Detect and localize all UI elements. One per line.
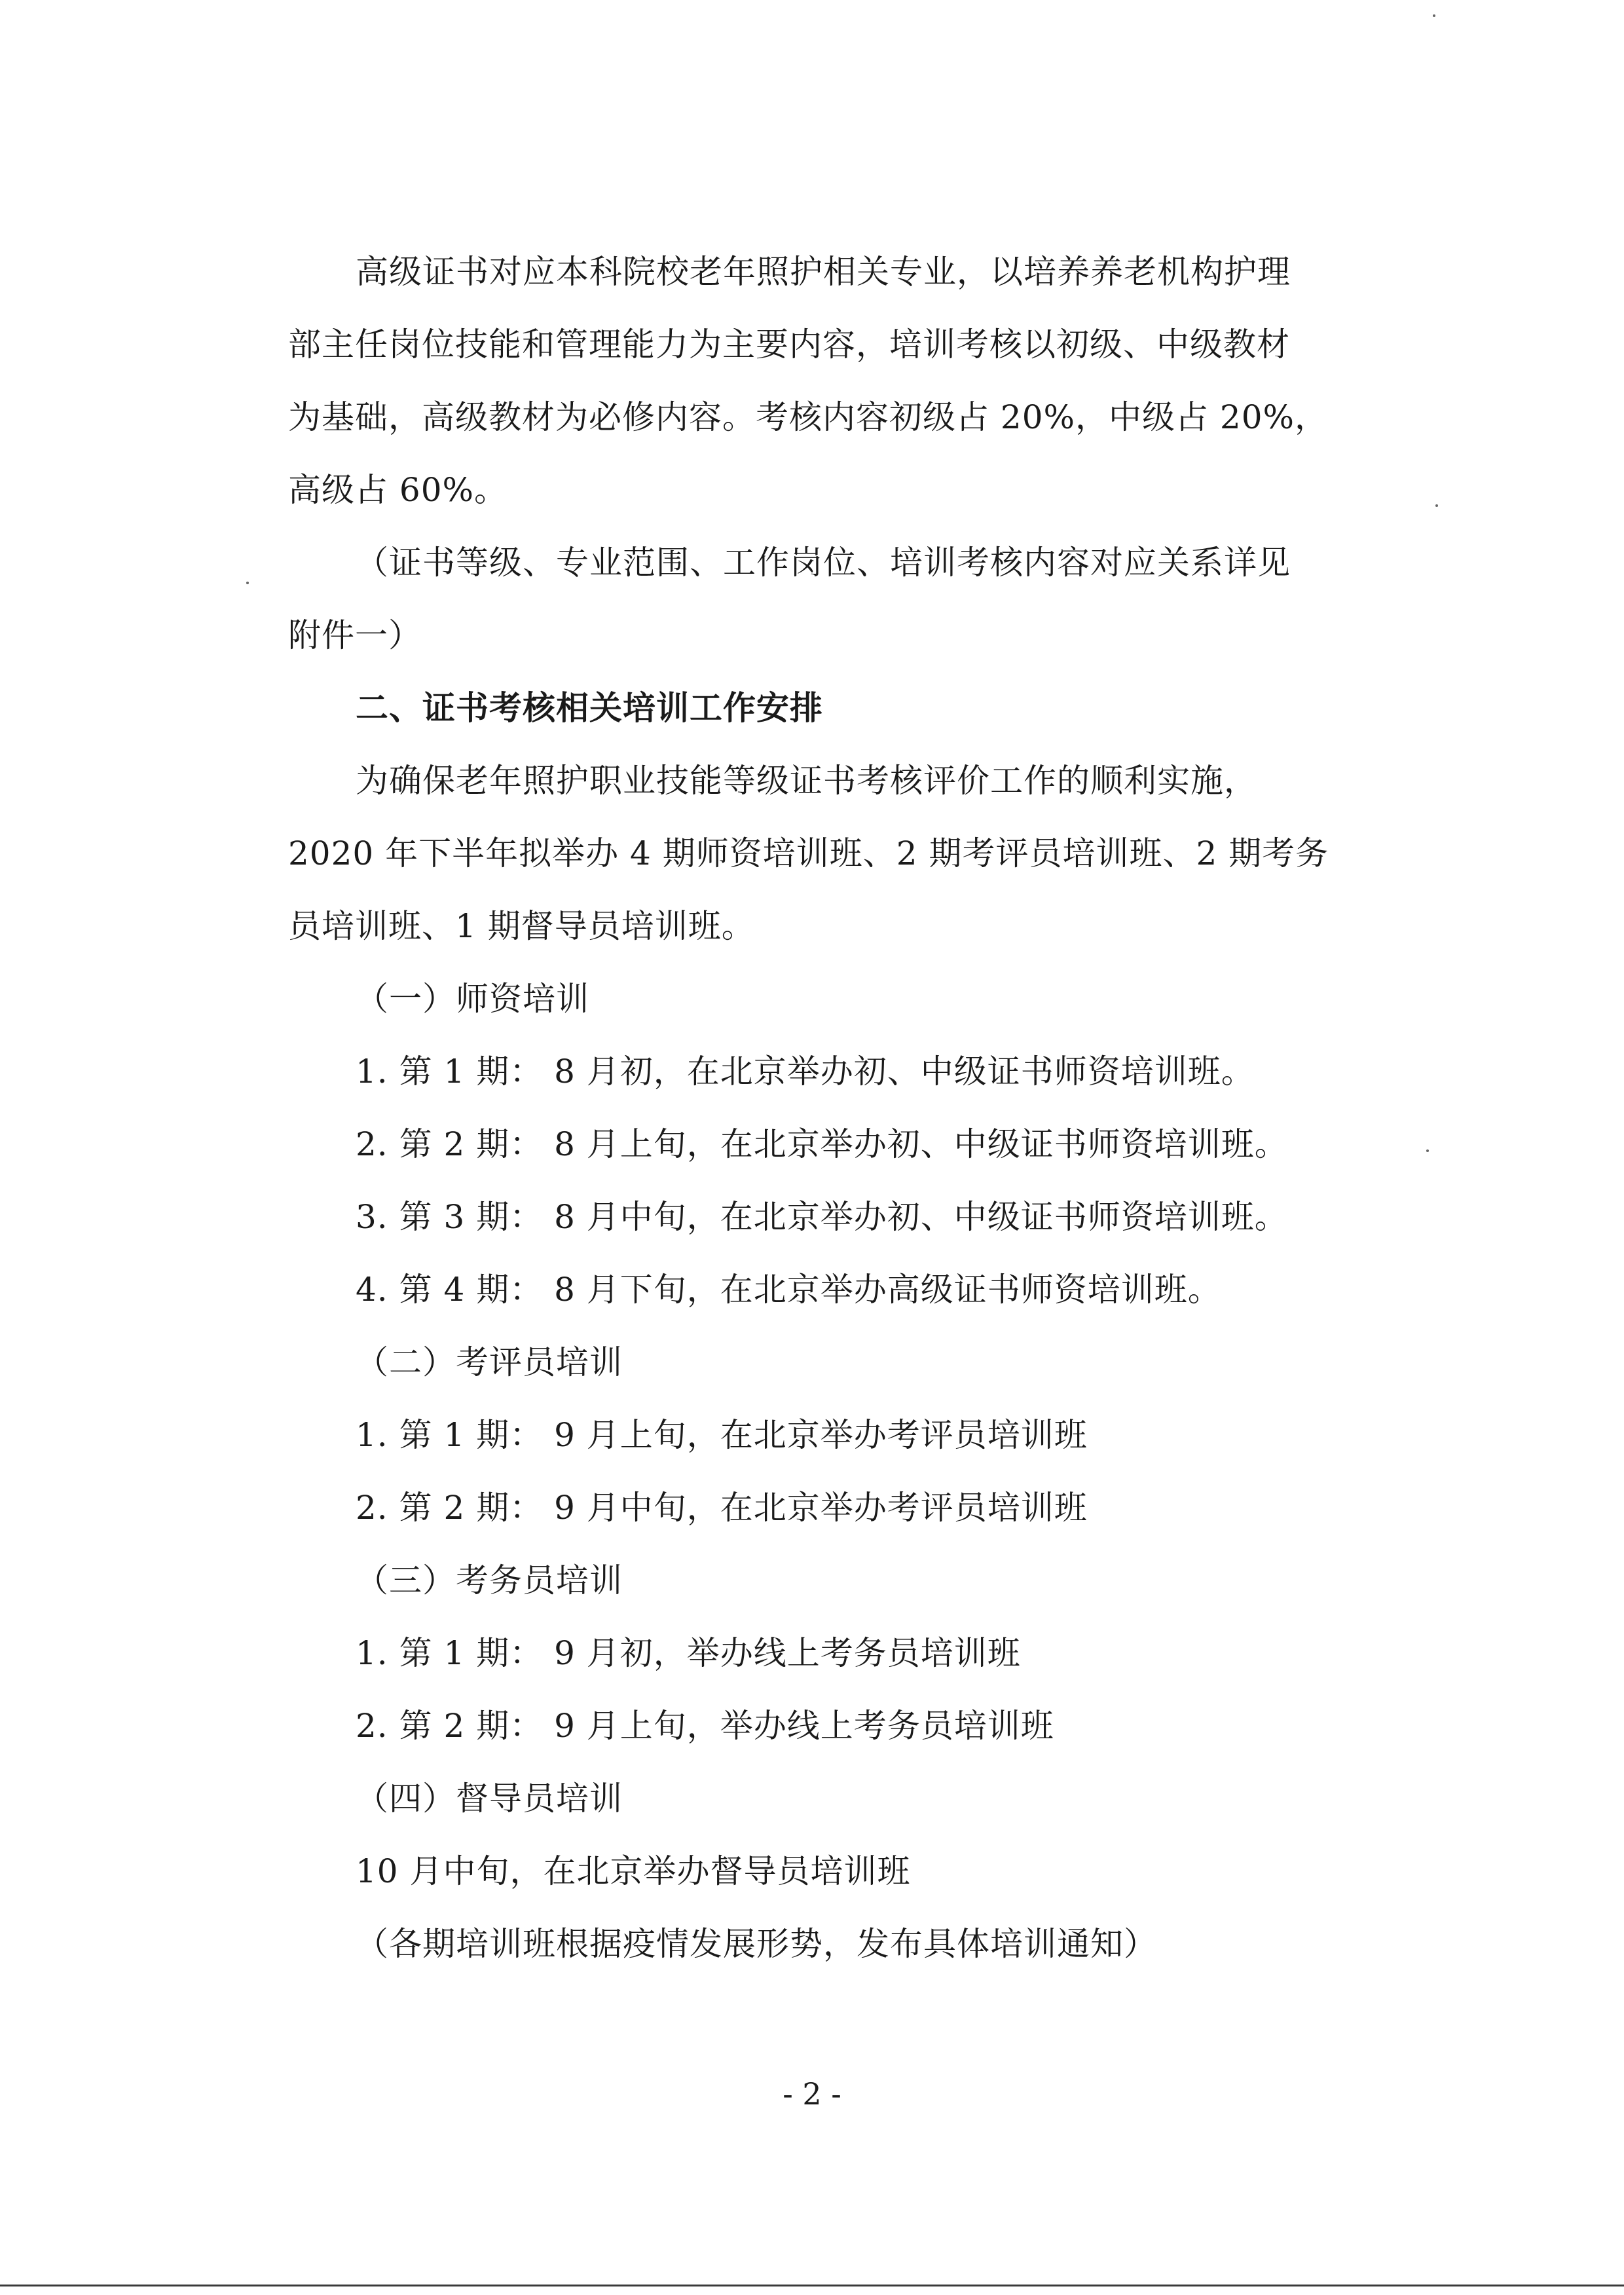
text-line: （三）考务员培训: [356, 1561, 623, 1599]
scan-speck: [246, 582, 249, 584]
text-line: 员培训班、1 期督导员培训班。: [288, 907, 755, 945]
text-line: 2. 第 2 期： 9 月中旬，在北京举办考评员培训班: [356, 1489, 1088, 1527]
text-line: （四）督导员培训: [356, 1780, 623, 1818]
text-line: 4. 第 4 期： 8 月下旬，在北京举办高级证书师资培训班。: [356, 1271, 1221, 1309]
text-line: （一）师资培训: [356, 980, 589, 1018]
section-heading: 二、证书考核相关培训工作安排: [356, 689, 823, 727]
scan-speck: [1426, 1149, 1429, 1152]
scan-edge-line: [0, 2285, 1624, 2286]
text-line: （证书等级、专业范围、工作岗位、培训考核内容对应关系详见: [356, 544, 1291, 582]
text-line: 1. 第 1 期： 8 月初，在北京举办初、中级证书师资培训班。: [356, 1053, 1255, 1091]
text-line: （二）考评员培训: [356, 1343, 623, 1381]
text-line: 为基础，高级教材为必修内容。考核内容初级占 20%，中级占 20%，: [288, 398, 1329, 436]
text-line: 高级证书对应本科院校老年照护相关专业，以培养养老机构护理: [356, 253, 1291, 291]
text-line: 10 月中旬，在北京举办督导员培训班: [356, 1852, 911, 1890]
text-line: 附件一）: [288, 616, 422, 654]
text-line: 1. 第 1 期： 9 月初，举办线上考务员培训班: [356, 1634, 1021, 1672]
scan-speck: [1435, 504, 1438, 507]
text-line: 部主任岗位技能和管理能力为主要内容，培训考核以初级、中级教材: [288, 326, 1290, 364]
text-line: 2020 年下半年拟举办 4 期师资培训班、2 期考评员培训班、2 期考务: [288, 834, 1329, 872]
page-number: - 2 -: [783, 2076, 841, 2112]
text-line: 高级占 60%。: [288, 471, 508, 509]
text-line: 2. 第 2 期： 9 月上旬，举办线上考务员培训班: [356, 1707, 1054, 1745]
text-line: 3. 第 3 期： 8 月中旬，在北京举办初、中级证书师资培训班。: [356, 1198, 1288, 1236]
text-line: 2. 第 2 期： 8 月上旬，在北京举办初、中级证书师资培训班。: [356, 1125, 1288, 1163]
text-line: 1. 第 1 期： 9 月上旬，在北京举办考评员培训班: [356, 1416, 1088, 1454]
scan-speck: [1433, 14, 1435, 17]
text-line: （各期培训班根据疫情发展形势，发布具体培训通知）: [356, 1925, 1157, 1963]
text-line: 为确保老年照护职业技能等级证书考核评价工作的顺利实施，: [356, 762, 1257, 800]
